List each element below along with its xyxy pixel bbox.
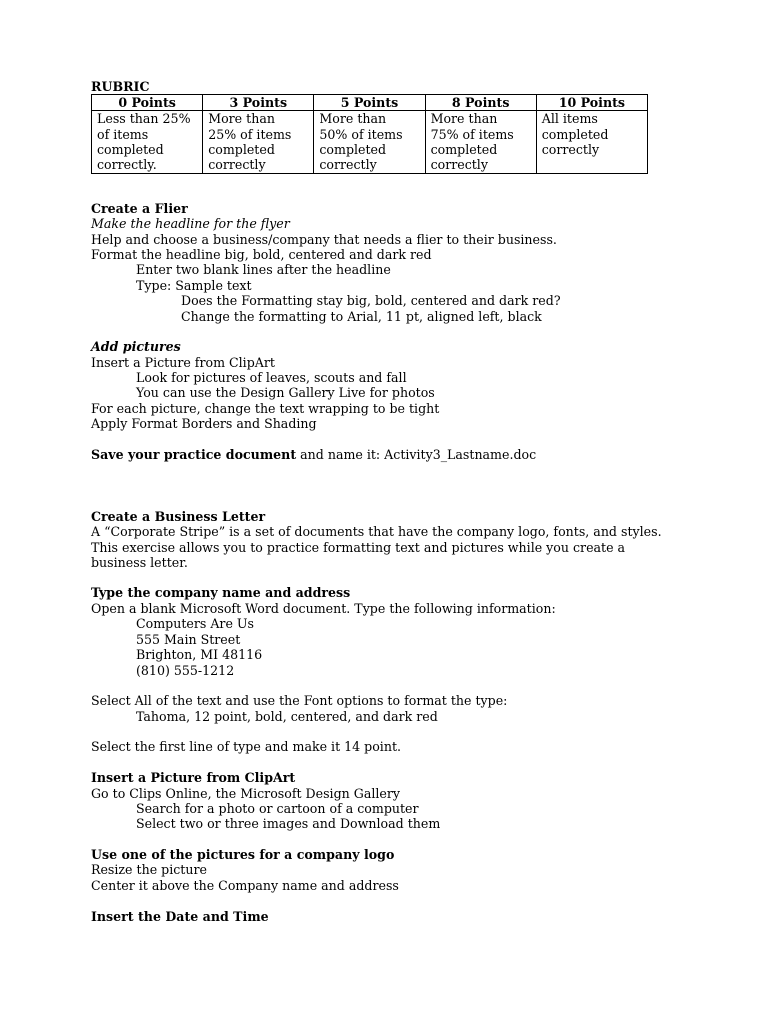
rubric-table	[91, 94, 648, 174]
company-name: Computers Are Us	[136, 616, 254, 631]
rubric-header-3: 3 Points	[203, 95, 314, 111]
save-instruction	[91, 447, 536, 462]
company-line: Open a blank Microsoft Word document. Type the following information:	[91, 601, 556, 616]
flier-line: Format the headline big, bold, centered and dark red	[91, 247, 432, 262]
rubric-cell	[203, 111, 314, 174]
rubric-header-0: 0 Points	[92, 95, 203, 111]
rubric-criteria-row	[92, 111, 648, 174]
pictures-line: For each picture, change the text wrapping to be tight	[91, 401, 440, 416]
flier-line: Help and choose a business/company that needs a flier to their business.	[91, 232, 557, 247]
rubric-header-row	[92, 95, 648, 111]
rubric-title: RUBRIC	[91, 79, 150, 94]
company-phone: (810) 555-1212	[136, 663, 235, 678]
rubric-cell	[314, 111, 425, 174]
rubric-cell	[536, 111, 647, 174]
flier-line: Enter two blank lines after the headline	[136, 262, 391, 277]
clipart-line: Go to Clips Online, the Microsoft Design Gallery	[91, 786, 400, 801]
company-heading: Type the company name and address	[91, 585, 351, 600]
rubric-cell	[92, 111, 203, 174]
logo-heading: Use one of the pictures for a company logo	[91, 847, 395, 862]
pictures-heading: Add pictures	[91, 339, 181, 354]
save-rest-text: and name it: Activity3_Lastname.doc	[296, 447, 537, 462]
pictures-line: You can use the Design Gallery Live for photos	[136, 385, 435, 400]
save-bold-text: Save your practice document	[91, 447, 297, 462]
flier-line: Type: Sample text	[136, 278, 252, 293]
flier-line: Change the formatting to Arial, 11 pt, aligned left, black	[181, 309, 542, 324]
pictures-line: Apply Format Borders and Shading	[91, 416, 317, 431]
rubric-header-5: 5 Points	[314, 95, 425, 111]
letter-line: business letter.	[91, 555, 188, 570]
company-street: 555 Main Street	[136, 632, 241, 647]
rubric-cell-text: Less than 25% of items completed correctly.	[97, 111, 191, 173]
rubric-cell-text: More than 25% of items completed correctly	[208, 111, 292, 173]
datetime-heading: Insert the Date and Time	[91, 909, 269, 924]
flier-heading: Create a Flier	[91, 201, 188, 216]
company-city: Brighton, MI 48116	[136, 647, 263, 662]
rubric-cell	[425, 111, 536, 174]
company-line: Tahoma, 12 point, bold, centered, and dark red	[136, 709, 438, 724]
company-line: Select All of the text and use the Font options to format the type:	[91, 693, 508, 708]
flier-subheading: Make the headline for the flyer	[91, 216, 290, 231]
clipart-line: Select two or three images and Download them	[136, 816, 441, 831]
pictures-line: Look for pictures of leaves, scouts and fall	[136, 370, 407, 385]
clipart-line: Search for a photo or cartoon of a computer	[136, 801, 419, 816]
company-line: Select the first line of type and make it 14 point.	[91, 739, 402, 754]
letter-heading: Create a Business Letter	[91, 509, 266, 524]
rubric-header-10: 10 Points	[536, 95, 647, 111]
rubric-cell-text: More than 50% of items completed correctly	[319, 111, 403, 173]
letter-line: This exercise allows you to practice formatting text and pictures while you create a	[91, 540, 626, 555]
clipart-heading: Insert a Picture from ClipArt	[91, 770, 296, 785]
pictures-line: Insert a Picture from ClipArt	[91, 355, 275, 370]
letter-line: A “Corporate Stripe” is a set of documents that have the company logo, fonts, and styles.	[91, 524, 662, 539]
flier-line: Does the Formatting stay big, bold, centered and dark red?	[181, 293, 561, 308]
logo-line: Resize the picture	[91, 862, 207, 877]
rubric-cell-text: More than 75% of items completed correctly	[430, 111, 514, 173]
rubric-header-8: 8 Points	[425, 95, 536, 111]
rubric-cell-text: All items completed correctly	[541, 111, 609, 157]
logo-line: Center it above the Company name and address	[91, 878, 399, 893]
